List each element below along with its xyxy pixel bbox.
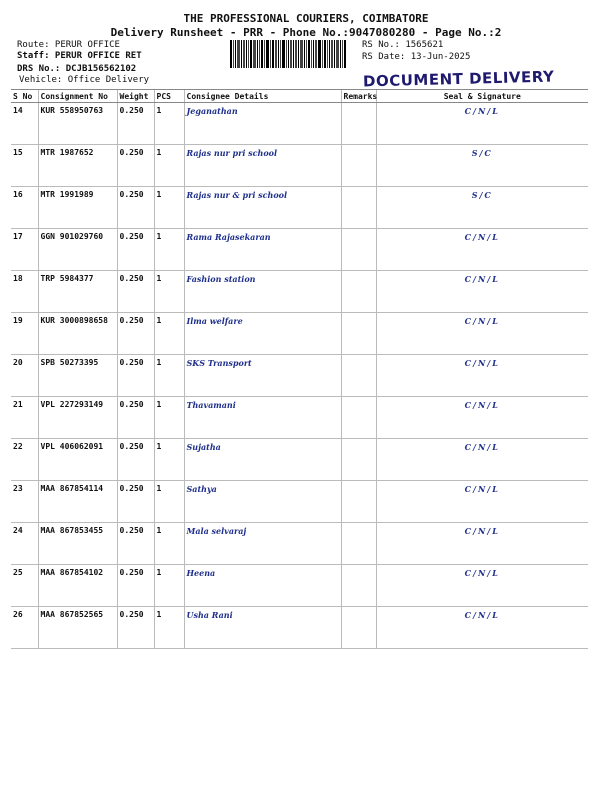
- remarks-cell: [341, 313, 376, 355]
- serial-number: 15: [11, 145, 38, 187]
- barcode-bar: [275, 40, 277, 68]
- weight-value: 0.250: [117, 271, 154, 313]
- column-header-sno: S No: [11, 90, 38, 103]
- consignee-handwriting: Rajas nur & pri school: [184, 187, 341, 229]
- seal-signature: C/N/L: [376, 229, 588, 271]
- seal-signature: C/N/L: [376, 397, 588, 439]
- barcode-bar: [324, 40, 326, 68]
- remarks-cell: [341, 229, 376, 271]
- barcode-bar: [331, 40, 333, 68]
- serial-number: 20: [11, 355, 38, 397]
- column-header-signature: Seal & Signature: [376, 90, 588, 103]
- remarks-cell: [341, 103, 376, 145]
- barcode-bar: [270, 40, 271, 68]
- barcode-bar: [235, 40, 236, 68]
- serial-number: 24: [11, 523, 38, 565]
- pieces-count: 1: [154, 271, 184, 313]
- barcode-bar: [340, 40, 341, 68]
- serial-number: 18: [11, 271, 38, 313]
- staff-label: Staff: PERUR OFFICE RET: [17, 51, 142, 61]
- table-row: [11, 187, 588, 229]
- barcode-bar: [344, 40, 346, 68]
- barcode-bar: [282, 40, 285, 68]
- barcode-bar: [295, 40, 297, 68]
- consignment-number: GGN 901029760: [38, 229, 117, 271]
- table-row: [11, 103, 588, 145]
- column-header-consignee: Consignee Details: [184, 90, 341, 103]
- seal-signature: C/N/L: [376, 271, 588, 313]
- pieces-count: 1: [154, 523, 184, 565]
- weight-value: 0.250: [117, 229, 154, 271]
- barcode-bar: [315, 40, 317, 68]
- column-header-pcs: PCS: [154, 90, 184, 103]
- consignee-handwriting: Thavamani: [184, 397, 341, 439]
- consignee-handwriting: Rajas nur pri school: [184, 145, 341, 187]
- table-header-row: [11, 90, 588, 103]
- consignee-handwriting: Ilma welfare: [184, 313, 341, 355]
- consignee-handwriting: Fashion station: [184, 271, 341, 313]
- consignee-handwriting: Usha Rani: [184, 607, 341, 649]
- consignee-handwriting: Jeganathan: [184, 103, 341, 145]
- barcode-bar: [327, 40, 328, 68]
- remarks-cell: [341, 355, 376, 397]
- drs-number: DRS No.: DCJB156562102: [17, 64, 137, 74]
- barcode-bar: [243, 40, 245, 68]
- weight-value: 0.250: [117, 523, 154, 565]
- weight-value: 0.250: [117, 481, 154, 523]
- barcode-bar: [246, 40, 247, 68]
- column-header-remarks: Remarks: [341, 90, 376, 103]
- barcode-bar: [241, 40, 242, 68]
- remarks-cell: [341, 607, 376, 649]
- consignee-handwriting: Heena: [184, 565, 341, 607]
- consignment-number: MTR 1991989: [38, 187, 117, 229]
- serial-number: 22: [11, 439, 38, 481]
- pieces-count: 1: [154, 607, 184, 649]
- seal-signature: C/N/L: [376, 565, 588, 607]
- barcode-bar: [288, 40, 289, 68]
- seal-signature: C/N/L: [376, 439, 588, 481]
- pieces-count: 1: [154, 565, 184, 607]
- seal-signature: C/N/L: [376, 481, 588, 523]
- pieces-count: 1: [154, 313, 184, 355]
- barcode-bar: [261, 40, 263, 68]
- barcode-bar: [259, 40, 260, 68]
- serial-number: 16: [11, 187, 38, 229]
- serial-number: 14: [11, 103, 38, 145]
- seal-signature: S/C: [376, 187, 588, 229]
- barcode-bar: [257, 40, 258, 68]
- table-row: [11, 439, 588, 481]
- consignment-number: MTR 1987652: [38, 145, 117, 187]
- consignment-number: TRP 5984377: [38, 271, 117, 313]
- barcode-bar: [230, 40, 232, 68]
- rs-number: RS No.: 1565621: [362, 40, 444, 50]
- consignee-handwriting: SKS Transport: [184, 355, 341, 397]
- barcode-bar: [266, 40, 269, 68]
- serial-number: 19: [11, 313, 38, 355]
- barcode-bar: [250, 40, 252, 68]
- table-row: [11, 229, 588, 271]
- column-header-weight: Weight: [117, 90, 154, 103]
- table-row: [11, 565, 588, 607]
- barcode-bar: [290, 40, 292, 68]
- table-row: [11, 607, 588, 649]
- barcode-bar: [300, 40, 303, 68]
- serial-number: 23: [11, 481, 38, 523]
- weight-value: 0.250: [117, 439, 154, 481]
- weight-value: 0.250: [117, 565, 154, 607]
- weight-value: 0.250: [117, 607, 154, 649]
- seal-signature: C/N/L: [376, 607, 588, 649]
- barcode-bar: [308, 40, 310, 68]
- route-label: Route: PERUR OFFICE: [17, 40, 120, 50]
- barcode-bar: [248, 40, 249, 68]
- table-row: [11, 481, 588, 523]
- runsheet-table: [11, 89, 588, 649]
- remarks-cell: [341, 565, 376, 607]
- barcode-image: [230, 40, 356, 68]
- document-delivery-stamp: DOCUMENT DELIVERY: [362, 67, 555, 91]
- weight-value: 0.250: [117, 313, 154, 355]
- weight-value: 0.250: [117, 187, 154, 229]
- pieces-count: 1: [154, 481, 184, 523]
- consignment-number: KUR 558950763: [38, 103, 117, 145]
- barcode-bar: [311, 40, 312, 68]
- consignee-handwriting: Sathya: [184, 481, 341, 523]
- barcode-bar: [304, 40, 305, 68]
- runsheet-subtitle: Delivery Runsheet - PRR - Phone No.:9047080280 - Page No.:2: [110, 26, 502, 39]
- pieces-count: 1: [154, 229, 184, 271]
- weight-value: 0.250: [117, 355, 154, 397]
- barcode-bar: [334, 40, 335, 68]
- barcode-bar: [264, 40, 265, 68]
- seal-signature: S/C: [376, 145, 588, 187]
- vehicle-label: Vehicle: Office Delivery: [19, 75, 150, 85]
- serial-number: 26: [11, 607, 38, 649]
- serial-number: 21: [11, 397, 38, 439]
- barcode-bar: [278, 40, 279, 68]
- barcode-bar: [233, 40, 234, 68]
- weight-value: 0.250: [117, 145, 154, 187]
- consignment-number: MAA 867854102: [38, 565, 117, 607]
- remarks-cell: [341, 481, 376, 523]
- table-row: [11, 355, 588, 397]
- table-row: [11, 271, 588, 313]
- consignment-number: MAA 867853455: [38, 523, 117, 565]
- pieces-count: 1: [154, 103, 184, 145]
- barcode-bar: [237, 40, 240, 68]
- barcode-bar: [293, 40, 294, 68]
- barcode-bar: [336, 40, 339, 68]
- barcode-bar: [313, 40, 314, 68]
- barcode-bar: [322, 40, 323, 68]
- column-header-consignment: Consignment No: [38, 90, 117, 103]
- consignment-number: VPL 227293149: [38, 397, 117, 439]
- consignment-number: VPL 406062091: [38, 439, 117, 481]
- pieces-count: 1: [154, 355, 184, 397]
- remarks-cell: [341, 397, 376, 439]
- table-row: [11, 145, 588, 187]
- barcode-bar: [342, 40, 343, 68]
- consignee-handwriting: Sujatha: [184, 439, 341, 481]
- remarks-cell: [341, 145, 376, 187]
- seal-signature: C/N/L: [376, 103, 588, 145]
- barcode-bar: [272, 40, 274, 68]
- consignment-number: KUR 3000898658: [38, 313, 117, 355]
- weight-value: 0.250: [117, 397, 154, 439]
- remarks-cell: [341, 271, 376, 313]
- consignee-handwriting: Mala selvaraj: [184, 523, 341, 565]
- table-row: [11, 313, 588, 355]
- serial-number: 25: [11, 565, 38, 607]
- barcode-bar: [253, 40, 256, 68]
- consignment-number: SPB 50273395: [38, 355, 117, 397]
- remarks-cell: [341, 523, 376, 565]
- pieces-count: 1: [154, 439, 184, 481]
- seal-signature: C/N/L: [376, 313, 588, 355]
- table-row: [11, 523, 588, 565]
- weight-value: 0.250: [117, 103, 154, 145]
- consignment-number: MAA 867852565: [38, 607, 117, 649]
- table-row: [11, 397, 588, 439]
- consignment-number: MAA 867854114: [38, 481, 117, 523]
- serial-number: 17: [11, 229, 38, 271]
- pieces-count: 1: [154, 145, 184, 187]
- consignee-handwriting: Rama Rajasekaran: [184, 229, 341, 271]
- barcode-bar: [306, 40, 307, 68]
- barcode-bar: [298, 40, 299, 68]
- remarks-cell: [341, 439, 376, 481]
- seal-signature: C/N/L: [376, 355, 588, 397]
- seal-signature: C/N/L: [376, 523, 588, 565]
- barcode-bar: [280, 40, 281, 68]
- barcode-bar: [286, 40, 287, 68]
- remarks-cell: [341, 187, 376, 229]
- rs-date: RS Date: 13-Jun-2025: [362, 52, 471, 62]
- pieces-count: 1: [154, 397, 184, 439]
- pieces-count: 1: [154, 187, 184, 229]
- document-title: THE PROFESSIONAL COURIERS, COIMBATORE: [183, 12, 429, 25]
- barcode-bar: [329, 40, 330, 68]
- barcode-bar: [318, 40, 321, 68]
